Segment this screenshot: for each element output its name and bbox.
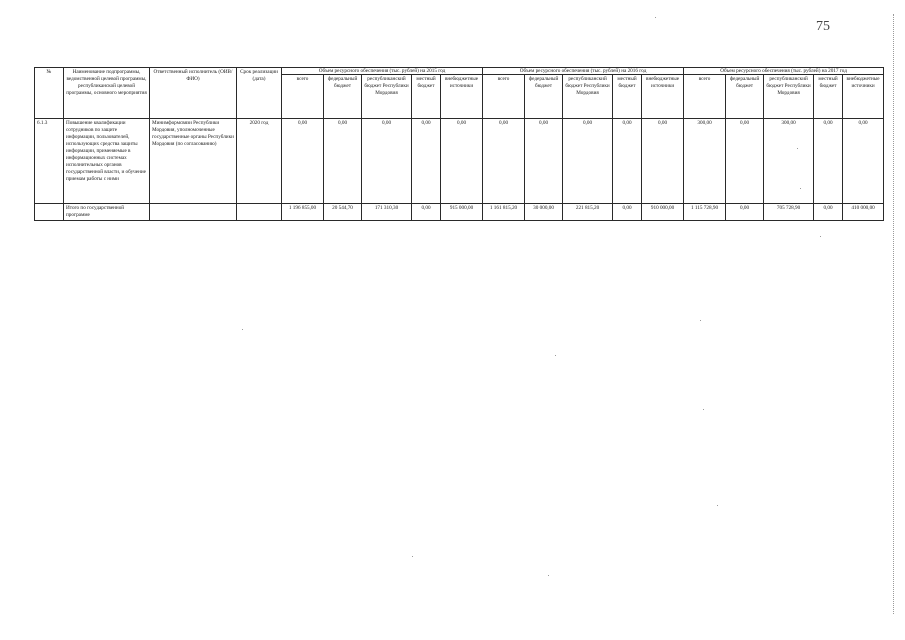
header-no: № (35, 68, 64, 119)
header-2015-total: всего (282, 75, 324, 119)
total-value-cell: 410 000,00 (843, 204, 884, 221)
header-2017-total: всего (684, 75, 726, 119)
resource-table (34, 67, 884, 221)
scan-speck (717, 505, 718, 506)
scan-speck (242, 329, 243, 330)
header-term: Срок реализации (дата) (237, 68, 282, 119)
value-cell: 0,00 (483, 119, 525, 204)
header-2016-total: всего (483, 75, 525, 119)
total-value-cell: 0,00 (412, 204, 441, 221)
scan-speck (548, 575, 549, 576)
total-value-cell: 910 000,00 (642, 204, 684, 221)
total-value-cell: 221 815,20 (563, 204, 613, 221)
value-cell: 0,00 (412, 119, 441, 204)
scan-speck (655, 17, 656, 18)
total-value-cell: 20 544,70 (324, 204, 362, 221)
value-cell: 0,00 (726, 119, 764, 204)
table-row (35, 119, 884, 204)
scan-speck (703, 409, 704, 410)
value-cell: 0,00 (814, 119, 843, 204)
total-value-cell: 705 728,90 (764, 204, 814, 221)
total-value-cell: 0,00 (814, 204, 843, 221)
header-2017-extrabudget: внебюджетные источники (843, 75, 884, 119)
header-2016-extrabudget: внебюджетные источники (642, 75, 684, 119)
value-cell: 0,00 (613, 119, 642, 204)
total-label: Итого по государственной программе (64, 204, 150, 221)
value-cell: 0,00 (525, 119, 563, 204)
header-2016-federal: федеральный бюджет (525, 75, 563, 119)
header-2015-republican: республиканский бюджет Республики Мордовия (362, 75, 412, 119)
total-value-cell: 171 310,30 (362, 204, 412, 221)
scan-speck (412, 556, 413, 557)
scan-edge-line (893, 14, 894, 614)
total-value-cell: 30 000,00 (525, 204, 563, 221)
total-value-cell: 0,00 (726, 204, 764, 221)
value-cell: 0,00 (843, 119, 884, 204)
value-cell: 0,00 (324, 119, 362, 204)
header-name: Наименование подпрограммы, ведомственной целевой программы, республиканской целевой программы, основного мероприятия (64, 68, 150, 119)
scan-speck (555, 355, 556, 356)
header-2016-republican: республиканский бюджет Республики Мордовия (563, 75, 613, 119)
row-executor: Минимформсвязи Республики Мордовия, уполномоченные государственные органы Республики Мордовия (по согласованию) (150, 119, 237, 204)
header-2016-local: местный бюджет (613, 75, 642, 119)
value-cell: 0,00 (642, 119, 684, 204)
header-2017-federal: федеральный бюджет (726, 75, 764, 119)
value-cell: 0,00 (563, 119, 613, 204)
header-executor: Ответственный исполнитель (ОИВ/ФИО) (150, 68, 237, 119)
table-total-row (35, 204, 884, 221)
resource-table-container (34, 67, 880, 221)
value-cell: 0,00 (362, 119, 412, 204)
page-number: 75 (816, 19, 830, 34)
value-cell: 300,00 (684, 119, 726, 204)
header-2015-local: местный бюджет (412, 75, 441, 119)
total-value-cell: 915 000,00 (441, 204, 483, 221)
row-no: 6.1.3 (35, 119, 64, 204)
row-term: 2020 год (237, 119, 282, 204)
total-executor (150, 204, 237, 221)
header-2017-local: местный бюджет (814, 75, 843, 119)
header-2015-federal: федеральный бюджет (324, 75, 362, 119)
total-value-cell: 1 161 815,20 (483, 204, 525, 221)
value-cell: 0,00 (282, 119, 324, 204)
row-name: Повышение квалификации сотрудников по защите информации, пользователей, использующих средства защиты информации, применяемые в информационных системах исполнительных органов государственной власти, и обучение приемам работы с ними (64, 119, 150, 204)
table-header-group-row (35, 68, 884, 75)
header-2015-extrabudget: внебюджетные источники (441, 75, 483, 119)
header-year-2016: Объем ресурсного обеспечения (тыс. рублей) на 2016 год (483, 68, 684, 75)
value-cell: 300,00 (764, 119, 814, 204)
scan-speck (700, 320, 701, 321)
total-term (237, 204, 282, 221)
total-no (35, 204, 64, 221)
scan-speck (800, 188, 801, 189)
scan-speck (797, 148, 798, 149)
value-cell: 0,00 (441, 119, 483, 204)
total-value-cell: 1 115 728,90 (684, 204, 726, 221)
scan-speck (820, 236, 821, 237)
header-year-2017: Объем ресурсного обеспечения (тыс. рублей) на 2017 год (684, 68, 884, 75)
header-year-2015: Объем ресурсного обеспечения (тыс. рублей) на 2015 год (282, 68, 483, 75)
total-value-cell: 0,00 (613, 204, 642, 221)
total-value-cell: 1 196 855,00 (282, 204, 324, 221)
header-2017-republican: республиканский бюджет Республики Мордовия (764, 75, 814, 119)
